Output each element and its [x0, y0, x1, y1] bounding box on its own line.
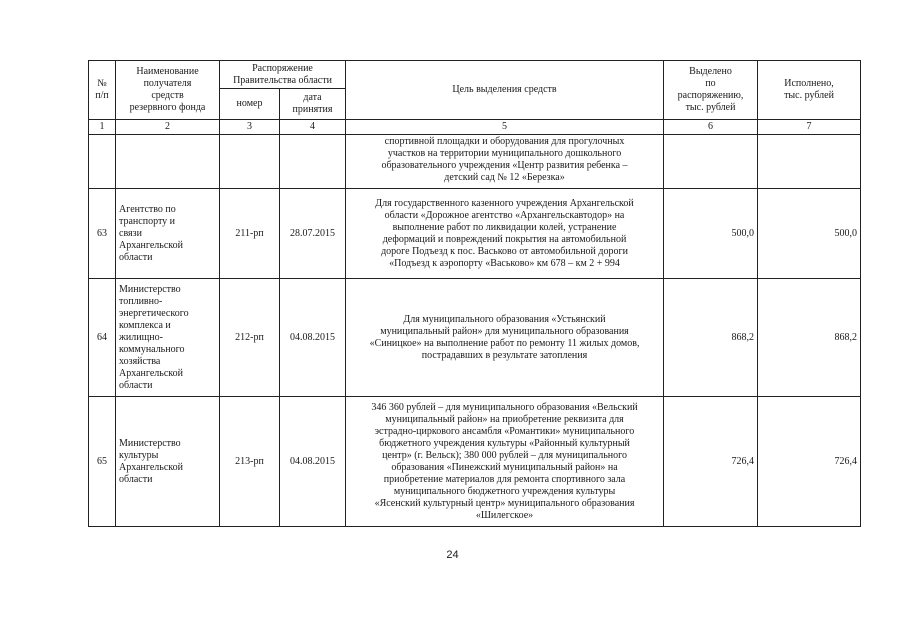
header-order-text: Распоряжение Правительства области	[233, 62, 332, 86]
row-purpose-text: Для муниципального образования «Устьянский муниципальный район» для муниципального образования «Синицкое» на выполнение работ по ремонту 11 жилых домов, пострадавших в результате затопления	[369, 313, 640, 361]
column-number: 1	[89, 120, 116, 135]
row-allocated: 868,2	[664, 279, 758, 397]
row-order-number: 212-рп	[220, 279, 280, 397]
row-order-date: 28.07.2015	[280, 189, 346, 279]
page-number: 24	[446, 549, 459, 561]
table-row	[89, 189, 861, 279]
row-order-number: 211-рп	[220, 189, 280, 279]
header-executed-text: Исполнено, тыс. рублей	[784, 78, 834, 101]
header-order	[220, 61, 346, 89]
continuation-row	[89, 135, 861, 189]
row-allocated: 726,4	[664, 397, 758, 527]
row-order-number: 213-рп	[220, 397, 280, 527]
column-number: 2	[116, 120, 220, 135]
row-purpose-text: Для государственного казенного учреждения Архангельской области «Дорожное агентство «Архангельскавтодор» на выполнение работ по ликвидации колей, устранение деформаций и повреждений покрытия на автомобильной дороге Подъезд к пос. Васьково от автомобильной дороги «Подъезд к аэропорту «Васьково» км 678 – км 2 + 994	[375, 197, 634, 269]
header-executed	[758, 61, 861, 120]
header-order-number	[220, 89, 280, 120]
header-order-date	[280, 89, 346, 120]
row-purpose	[346, 189, 664, 279]
header-purpose	[346, 61, 664, 120]
row-executed: 500,0	[758, 189, 861, 279]
row-purpose	[346, 397, 664, 527]
continuation-purpose-text: спортивной площадки и оборудования для прогулочных участков на территории муниципального дошкольного образовательного учреждения «Центр развития ребенка – детский сад № 12 «Березка»	[381, 136, 628, 183]
row-executed: 726,4	[758, 397, 861, 527]
column-number: 7	[758, 120, 861, 135]
row-purpose	[346, 279, 664, 397]
row-num: 64	[89, 279, 116, 397]
row-recipient-text: Министерство топливно- энергетического комплекса и жилищно- коммунального хозяйства Архангельской области	[119, 283, 189, 391]
row-allocated: 500,0	[664, 189, 758, 279]
continuation-purpose	[346, 135, 664, 189]
row-recipient	[116, 397, 220, 527]
table-row	[89, 279, 861, 397]
header-num	[89, 61, 116, 120]
header-allocated	[664, 61, 758, 120]
row-recipient	[116, 189, 220, 279]
reserve-fund-table	[88, 60, 861, 527]
header-recipient-text: Наименование получателя средств резервного фонда	[129, 66, 206, 113]
column-number: 3	[220, 120, 280, 135]
column-number: 5	[346, 120, 664, 135]
row-recipient-text: Агентство по транспорту и связи Архангельской области	[119, 203, 183, 263]
header-num-text: № п/п	[95, 78, 109, 101]
row-order-date: 04.08.2015	[280, 397, 346, 527]
header-allocated-text: Выделено по распоряжению, тыс. рублей	[677, 66, 744, 113]
column-number: 6	[664, 120, 758, 135]
header-order-date-text: дата принятия	[292, 92, 333, 115]
row-recipient	[116, 279, 220, 397]
header-order-number-text: номер	[236, 98, 263, 109]
row-recipient-text: Министерство культуры Архангельской области	[119, 437, 183, 485]
row-num: 63	[89, 189, 116, 279]
row-purpose-text: 346 360 рублей – для муниципального образования «Вельский муниципальный район» на приобретение реквизита для эстрадно-циркового ансамбля «Романтики» муниципального бюджетного учреждения культуры «Районный культурный центр» (г. Вельск); 380 000 рублей – для муниципального образования «Пинежский муниципальный район» на приобретение материалов для ремонта спортивного зала муниципального бюджетного учреждения культуры «Ясенский культурный центр» муниципального образования «Шилегское»	[371, 401, 638, 521]
column-number: 4	[280, 120, 346, 135]
header-recipient	[116, 61, 220, 120]
header-purpose-text: Цель выделения средств	[452, 84, 557, 95]
row-order-date: 04.08.2015	[280, 279, 346, 397]
column-number-row	[89, 120, 861, 135]
row-num: 65	[89, 397, 116, 527]
table-row	[89, 397, 861, 527]
row-executed: 868,2	[758, 279, 861, 397]
